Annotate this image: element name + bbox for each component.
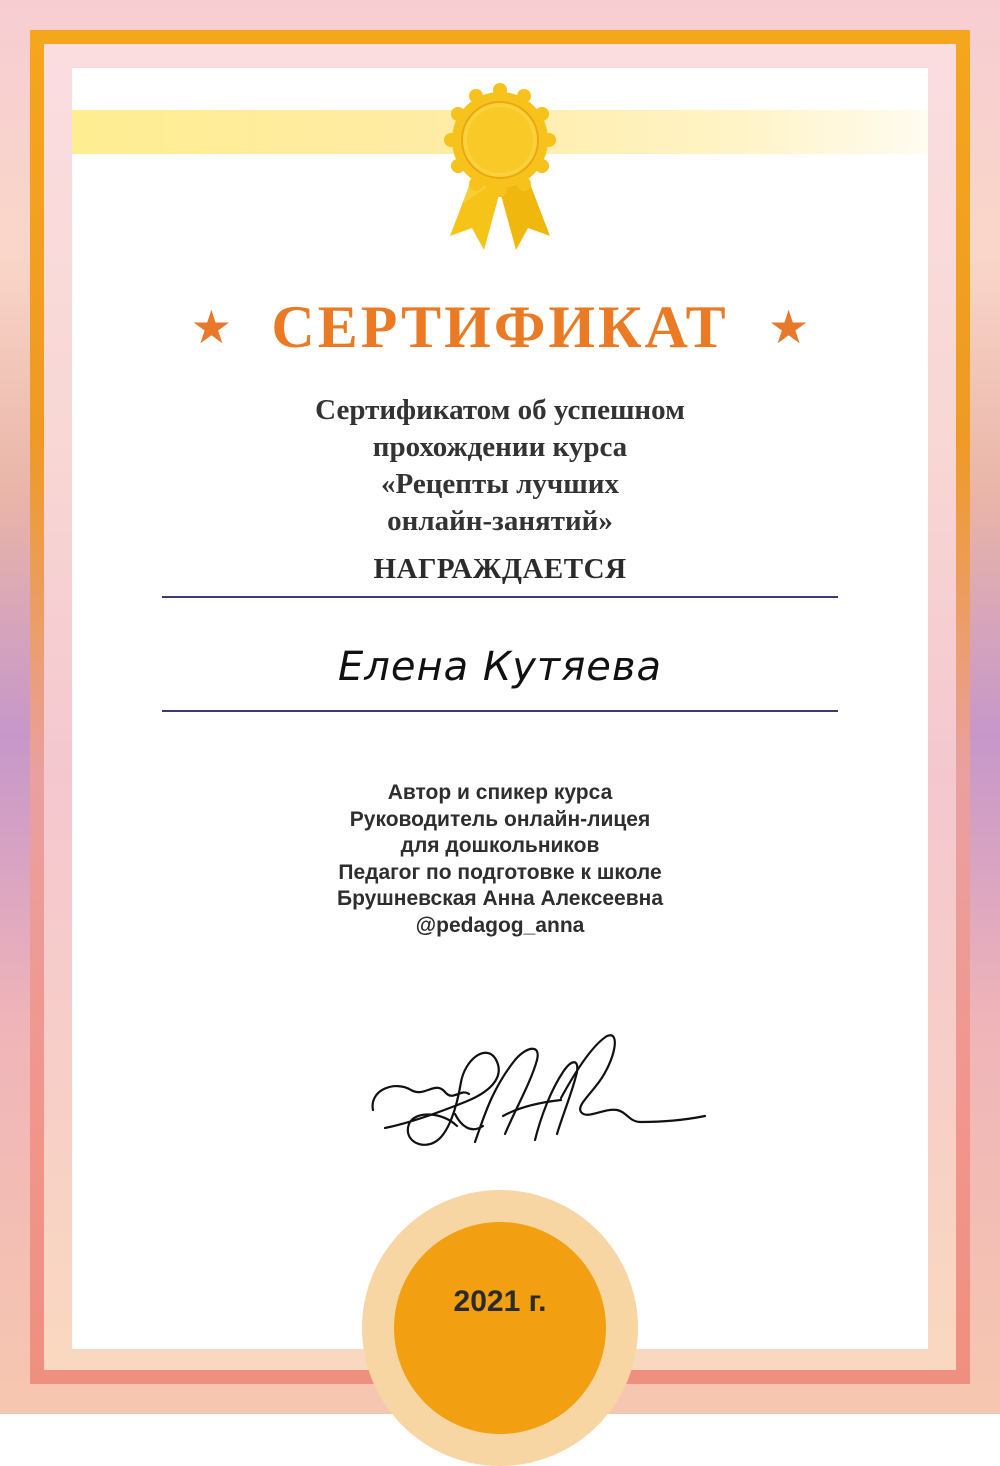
subtitle-line: онлайн-занятий» [387,505,613,537]
recipient-name: Елена Кутяева [338,644,662,690]
star-icon-right: ★ [767,300,810,354]
certificate-title: СЕРТИФИКАТ [271,294,729,360]
certificate-subtitle [72,392,928,540]
author-line: для дошкольников [400,834,600,857]
author-block [72,780,928,939]
divider-bottom [162,710,838,712]
star-icon-left: ★ [190,300,233,354]
signature [365,1030,710,1160]
author-handle: @pedagog_anna [415,913,585,937]
subtitle-line: прохождении курса [372,431,628,463]
author-line: Педагог по подготовке к школе [338,860,662,884]
subtitle-line: «Рецепты лучших [381,468,619,500]
author-name: Брушневская Анна Алексеевна [336,887,664,910]
year-label: 2021 г. [453,1285,547,1318]
divider-top [162,596,838,598]
award-rosette-icon [442,82,558,252]
author-line: Руководитель онлайн-лицея [349,807,651,831]
title-row [72,292,928,362]
subtitle-line: Сертификатом об успешном [315,394,685,426]
year-badge [394,1222,606,1434]
author-line: Автор и спикер курса [387,781,613,804]
awarded-label: НАГРАЖДАЕТСЯ [373,553,627,585]
